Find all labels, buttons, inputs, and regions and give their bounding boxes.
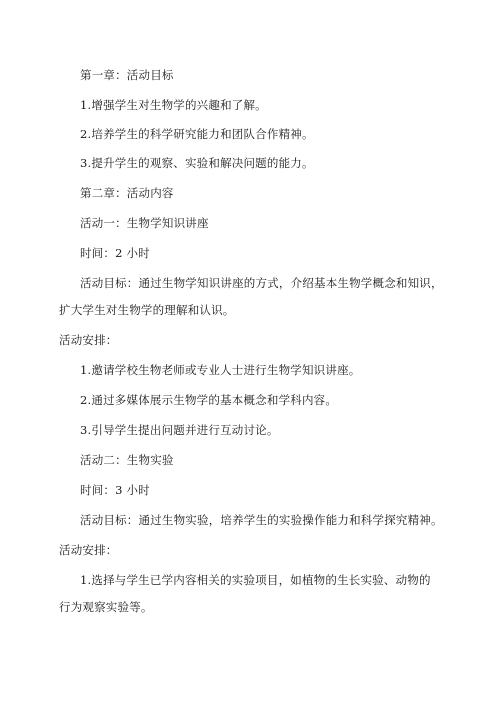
activity-1-title: 活动一：生物学知识讲座 <box>80 216 209 230</box>
activity-2-step-1-line-2: 行为观察实验等。 <box>59 600 153 614</box>
goal-item-2: 2.培养学生的科学研究能力和团队合作精神。 <box>80 127 314 141</box>
activity-1-step-2: 2.通过多媒体展示生物学的基本概念和学科内容。 <box>80 393 338 407</box>
activity-2-step-1-line-1: 1.选择与学生已学内容相关的实验项目，如植物的生长实验、动物的 <box>80 573 431 587</box>
activity-1-time: 时间：2 小时 <box>80 246 150 260</box>
goal-item-3: 3.提升学生的观察、实验和解决问题的能力。 <box>80 156 314 170</box>
chapter-2-heading: 第二章：活动内容 <box>80 186 174 200</box>
activity-1-goal-line-1: 活动目标：通过生物学知识讲座的方式，介绍基本生物学概念和知识， <box>80 276 443 290</box>
activity-2-time: 时间：3 小时 <box>80 483 150 497</box>
activity-1-step-3: 3.引导学生提出问题并进行互动讨论。 <box>80 423 279 437</box>
activity-1-step-1: 1.邀请学校生物老师或专业人士进行生物学知识讲座。 <box>80 363 361 377</box>
chapter-1-heading: 第一章：活动目标 <box>80 68 174 82</box>
activity-1-goal-line-2: 扩大学生对生物学的理解和认识。 <box>59 303 235 317</box>
goal-item-1: 1.增强学生对生物学的兴趣和了解。 <box>80 98 267 112</box>
activity-2-goal: 活动目标：通过生物实验，培养学生的实验操作能力和科学探究精神。 <box>80 513 443 527</box>
activity-2-title: 活动二：生物实验 <box>80 453 174 467</box>
activity-1-arrangement-label: 活动安排： <box>59 333 118 347</box>
activity-2-arrangement-label: 活动安排： <box>59 543 118 557</box>
